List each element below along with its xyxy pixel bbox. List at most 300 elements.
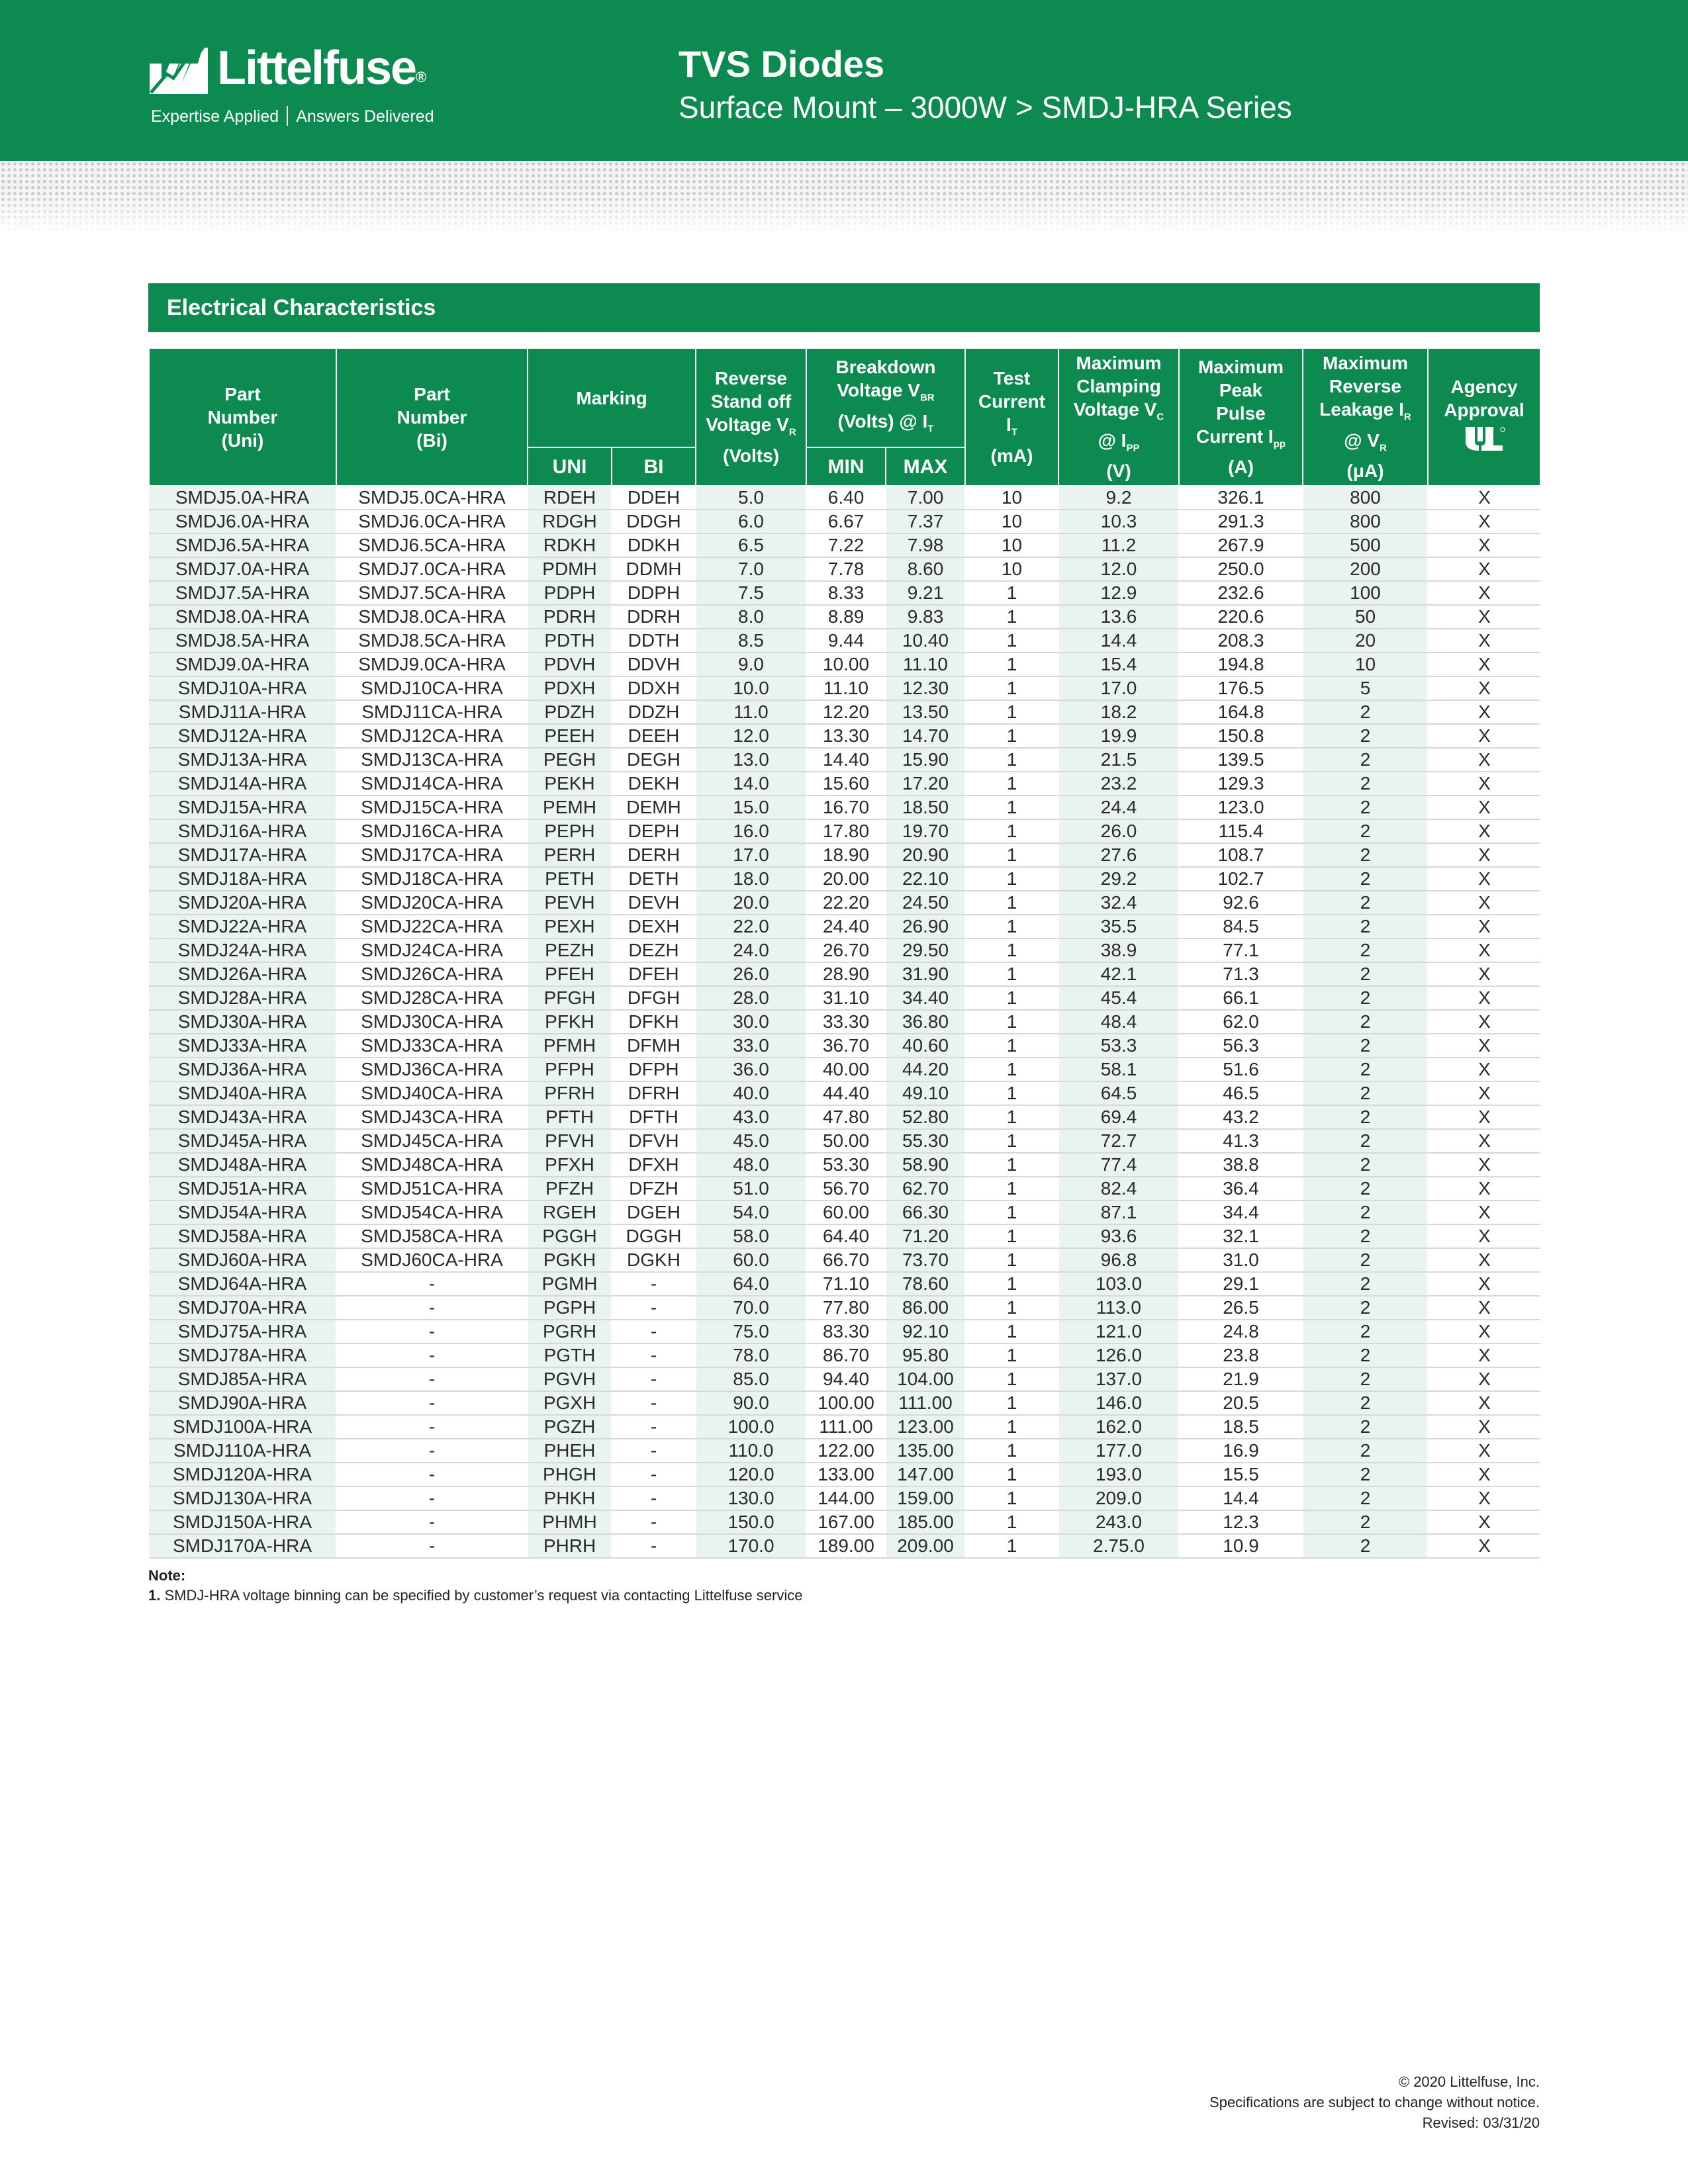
table-cell: 1 <box>965 724 1058 748</box>
table-cell: 1 <box>965 986 1058 1010</box>
table-cell: 46.5 <box>1179 1081 1303 1105</box>
table-cell: X <box>1428 653 1540 676</box>
table-cell: SMDJ33A-HRA <box>149 1034 336 1058</box>
table-cell: 22.10 <box>886 867 965 891</box>
table-cell: 26.0 <box>1058 819 1179 843</box>
table-cell: DFKH <box>612 1010 696 1034</box>
table-cell: 1 <box>965 700 1058 724</box>
table-cell: 45.4 <box>1058 986 1179 1010</box>
table-cell: X <box>1428 1320 1540 1343</box>
table-cell: DEEH <box>612 724 696 748</box>
table-cell: SMDJ14A-HRA <box>149 772 336 796</box>
table-cell: 78.0 <box>696 1343 806 1367</box>
table-cell: PFPH <box>528 1058 612 1081</box>
table-cell: DDTH <box>612 629 696 653</box>
table-cell: 2 <box>1303 724 1428 748</box>
table-cell: 15.90 <box>886 748 965 772</box>
table-row <box>149 724 1540 748</box>
table-row <box>149 1510 1540 1534</box>
table-row <box>149 1272 1540 1296</box>
table-cell: 2 <box>1303 748 1428 772</box>
table-cell: 110.0 <box>696 1439 806 1463</box>
table-cell: - <box>336 1367 528 1391</box>
table-row <box>149 1105 1540 1129</box>
table-cell: SMDJ12A-HRA <box>149 724 336 748</box>
table-cell: 8.60 <box>886 557 965 581</box>
table-cell: 56.70 <box>806 1177 886 1201</box>
table-cell: 100.0 <box>696 1415 806 1439</box>
table-cell: 1 <box>965 1415 1058 1439</box>
table-cell: 75.0 <box>696 1320 806 1343</box>
table-cell: 209.0 <box>1058 1486 1179 1510</box>
table-cell: 19.70 <box>886 819 965 843</box>
table-cell: 10 <box>965 533 1058 557</box>
table-cell: X <box>1428 1439 1540 1463</box>
table-body <box>149 486 1540 1558</box>
table-cell: 1 <box>965 1105 1058 1129</box>
table-cell: SMDJ40A-HRA <box>149 1081 336 1105</box>
table-cell: 162.0 <box>1058 1415 1179 1439</box>
table-cell: PGMH <box>528 1272 612 1296</box>
table-cell: 1 <box>965 1367 1058 1391</box>
table-cell: DDEH <box>612 486 696 510</box>
table-cell: 44.20 <box>886 1058 965 1081</box>
table-cell: X <box>1428 1272 1540 1296</box>
table-cell: 137.0 <box>1058 1367 1179 1391</box>
table-cell: 53.3 <box>1058 1034 1179 1058</box>
table-cell: PDMH <box>528 557 612 581</box>
table-cell: - <box>612 1343 696 1367</box>
table-cell: - <box>612 1367 696 1391</box>
table-cell: 150.8 <box>1179 724 1303 748</box>
table-cell: PFKH <box>528 1010 612 1034</box>
table-cell: DERH <box>612 843 696 867</box>
table-cell: 40.00 <box>806 1058 886 1081</box>
note-title: Note: <box>148 1567 186 1584</box>
table-cell: PEVH <box>528 891 612 915</box>
table-cell: RDEH <box>528 486 612 510</box>
brand-tagline <box>151 106 434 126</box>
table-cell: X <box>1428 819 1540 843</box>
table-cell: 51.6 <box>1179 1058 1303 1081</box>
table-cell: 1 <box>965 1296 1058 1320</box>
table-cell: X <box>1428 1129 1540 1153</box>
table-cell: PDTH <box>528 629 612 653</box>
table-cell: 33.0 <box>696 1034 806 1058</box>
table-cell: 87.1 <box>1058 1201 1179 1224</box>
table-cell: 34.40 <box>886 986 965 1010</box>
table-cell: SMDJ7.0A-HRA <box>149 557 336 581</box>
table-cell: 78.60 <box>886 1272 965 1296</box>
table-cell: 2 <box>1303 819 1428 843</box>
table-cell: PEXH <box>528 915 612 938</box>
table-cell: PGPH <box>528 1296 612 1320</box>
table-cell: 800 <box>1303 486 1428 510</box>
table-cell: 54.0 <box>696 1201 806 1224</box>
table-cell: 20.5 <box>1179 1391 1303 1415</box>
table-cell: 9.83 <box>886 605 965 629</box>
table-cell: PDRH <box>528 605 612 629</box>
table-cell: - <box>612 1296 696 1320</box>
table-cell: SMDJ150A-HRA <box>149 1510 336 1534</box>
table-row <box>149 1153 1540 1177</box>
table-cell: 13.30 <box>806 724 886 748</box>
table-cell: 2 <box>1303 700 1428 724</box>
table-cell: PEZH <box>528 938 612 962</box>
table-cell: SMDJ30CA-HRA <box>336 1010 528 1034</box>
table-cell: 7.5 <box>696 581 806 605</box>
table-cell: SMDJ11A-HRA <box>149 700 336 724</box>
table-cell: X <box>1428 1296 1540 1320</box>
table-cell: X <box>1428 748 1540 772</box>
table-cell: 45.0 <box>696 1129 806 1153</box>
table-cell: 2 <box>1303 1081 1428 1105</box>
table-cell: 177.0 <box>1058 1439 1179 1463</box>
table-cell: 40.0 <box>696 1081 806 1105</box>
table-cell: 6.40 <box>806 486 886 510</box>
table-cell: X <box>1428 1415 1540 1439</box>
table-cell: SMDJ5.0A-HRA <box>149 486 336 510</box>
table-cell: DFPH <box>612 1058 696 1081</box>
table-cell: 1 <box>965 1177 1058 1201</box>
table-cell: X <box>1428 867 1540 891</box>
table-cell: X <box>1428 843 1540 867</box>
table-cell: 10 <box>965 557 1058 581</box>
table-row <box>149 796 1540 819</box>
littelfuse-logo[interactable] <box>147 32 451 138</box>
table-cell: DDVH <box>612 653 696 676</box>
table-cell: 10.0 <box>696 676 806 700</box>
table-cell: 2 <box>1303 1272 1428 1296</box>
table-cell: 194.8 <box>1179 653 1303 676</box>
table-cell: 209.00 <box>886 1534 965 1558</box>
table-cell: DFGH <box>612 986 696 1010</box>
table-cell: X <box>1428 1058 1540 1081</box>
table-cell: PGRH <box>528 1320 612 1343</box>
table-cell: 18.0 <box>696 867 806 891</box>
table-cell: 1 <box>965 1153 1058 1177</box>
table-cell: 11.2 <box>1058 533 1179 557</box>
table-cell: 92.10 <box>886 1320 965 1343</box>
table-cell: 2 <box>1303 1296 1428 1320</box>
table-cell: 7.37 <box>886 510 965 533</box>
tagline-right: Answers Delivered <box>296 107 434 126</box>
table-cell: 18.2 <box>1058 700 1179 724</box>
table-cell: 71.3 <box>1179 962 1303 986</box>
table-cell: 36.0 <box>696 1058 806 1081</box>
table-cell: SMDJ26CA-HRA <box>336 962 528 986</box>
table-cell: 85.0 <box>696 1367 806 1391</box>
table-cell: 1 <box>965 1510 1058 1534</box>
table-cell: DEVH <box>612 891 696 915</box>
table-cell: SMDJ45A-HRA <box>149 1129 336 1153</box>
table-cell: 43.2 <box>1179 1105 1303 1129</box>
table-row <box>149 1081 1540 1105</box>
table-cell: 115.4 <box>1179 819 1303 843</box>
table-cell: PDVH <box>528 653 612 676</box>
table-cell: 23.2 <box>1058 772 1179 796</box>
table-cell: SMDJ28CA-HRA <box>336 986 528 1010</box>
table-cell: DFMH <box>612 1034 696 1058</box>
table-cell: 50 <box>1303 605 1428 629</box>
table-cell: SMDJ6.0A-HRA <box>149 510 336 533</box>
table-cell: 1 <box>965 1129 1058 1153</box>
table-cell: 1 <box>965 629 1058 653</box>
table-cell: 220.6 <box>1179 605 1303 629</box>
table-cell: 7.98 <box>886 533 965 557</box>
table-cell: 14.4 <box>1058 629 1179 653</box>
table-cell: 77.1 <box>1179 938 1303 962</box>
table-cell: 10 <box>965 486 1058 510</box>
table-cell: 16.70 <box>806 796 886 819</box>
table-cell: 36.70 <box>806 1034 886 1058</box>
table-cell: 66.70 <box>806 1248 886 1272</box>
table-cell: - <box>336 1534 528 1558</box>
table-cell: PEGH <box>528 748 612 772</box>
table-cell: 29.2 <box>1058 867 1179 891</box>
table-cell: PGTH <box>528 1343 612 1367</box>
table-cell: SMDJ58A-HRA <box>149 1224 336 1248</box>
table-cell: SMDJ8.5A-HRA <box>149 629 336 653</box>
table-cell: 20 <box>1303 629 1428 653</box>
table-cell: 7.0 <box>696 557 806 581</box>
table-cell: SMDJ7.5A-HRA <box>149 581 336 605</box>
table-cell: SMDJ20A-HRA <box>149 891 336 915</box>
table-cell: PHMH <box>528 1510 612 1534</box>
table-cell: 60.00 <box>806 1201 886 1224</box>
table-cell: 84.5 <box>1179 915 1303 938</box>
table-cell: 164.8 <box>1179 700 1303 724</box>
table-cell: 130.0 <box>696 1486 806 1510</box>
table-cell: 291.3 <box>1179 510 1303 533</box>
table-cell: X <box>1428 581 1540 605</box>
table-cell: SMDJ54A-HRA <box>149 1201 336 1224</box>
table-cell: - <box>612 1320 696 1343</box>
table-cell: 9.21 <box>886 581 965 605</box>
table-cell: SMDJ11CA-HRA <box>336 700 528 724</box>
table-cell: 104.00 <box>886 1367 965 1391</box>
table-cell: - <box>336 1415 528 1439</box>
table-cell: 121.0 <box>1058 1320 1179 1343</box>
header-breakdown-min: MIN <box>806 447 886 486</box>
table-cell: SMDJ100A-HRA <box>149 1415 336 1439</box>
table-cell: 11.10 <box>806 676 886 700</box>
table-cell: 1 <box>965 867 1058 891</box>
table-cell: SMDJ26A-HRA <box>149 962 336 986</box>
table-cell: 120.0 <box>696 1463 806 1486</box>
table-cell: 40.60 <box>886 1034 965 1058</box>
table-cell: PHGH <box>528 1463 612 1486</box>
table-cell: X <box>1428 1201 1540 1224</box>
table-cell: PETH <box>528 867 612 891</box>
table-cell: X <box>1428 1224 1540 1248</box>
header-marking-uni: UNI <box>528 447 612 486</box>
table-cell: PFZH <box>528 1177 612 1201</box>
table-cell: 7.22 <box>806 533 886 557</box>
table-cell: 100 <box>1303 581 1428 605</box>
table-cell: 14.4 <box>1179 1486 1303 1510</box>
table-cell: 2 <box>1303 772 1428 796</box>
table-cell: 17.80 <box>806 819 886 843</box>
table-cell: - <box>336 1391 528 1415</box>
table-cell: SMDJ10A-HRA <box>149 676 336 700</box>
table-cell: 103.0 <box>1058 1272 1179 1296</box>
table-cell: SMDJ58CA-HRA <box>336 1224 528 1248</box>
table-cell: - <box>336 1296 528 1320</box>
table-cell: 1 <box>965 915 1058 938</box>
table-cell: 95.80 <box>886 1343 965 1367</box>
table-row <box>149 1439 1540 1463</box>
table-cell: 12.20 <box>806 700 886 724</box>
table-cell: 250.0 <box>1179 557 1303 581</box>
table-cell: 2 <box>1303 1486 1428 1510</box>
table-cell: DGEH <box>612 1201 696 1224</box>
table-cell: SMDJ6.5A-HRA <box>149 533 336 557</box>
table-cell: - <box>336 1272 528 1296</box>
table-cell: 111.00 <box>806 1415 886 1439</box>
table-cell: 12.0 <box>1058 557 1179 581</box>
table-cell: - <box>336 1343 528 1367</box>
table-cell: X <box>1428 1105 1540 1129</box>
table-cell: - <box>612 1439 696 1463</box>
table-cell: SMDJ120A-HRA <box>149 1463 336 1486</box>
table-cell: 10 <box>965 510 1058 533</box>
table-cell: 86.70 <box>806 1343 886 1367</box>
table-cell: SMDJ43A-HRA <box>149 1105 336 1129</box>
table-cell: PEPH <box>528 819 612 843</box>
table-cell: 129.3 <box>1179 772 1303 796</box>
table-cell: DEGH <box>612 748 696 772</box>
table-cell: X <box>1428 724 1540 748</box>
table-cell: 2 <box>1303 1391 1428 1415</box>
table-row <box>149 891 1540 915</box>
table-cell: 26.0 <box>696 962 806 986</box>
table-cell: X <box>1428 1081 1540 1105</box>
table-cell: 18.5 <box>1179 1415 1303 1439</box>
table-cell: 1 <box>965 676 1058 700</box>
table-cell: PGGH <box>528 1224 612 1248</box>
table-cell: SMDJ10CA-HRA <box>336 676 528 700</box>
table-cell: 2 <box>1303 1415 1428 1439</box>
tagline-left: Expertise Applied <box>151 107 279 126</box>
table-cell: 111.00 <box>886 1391 965 1415</box>
table-cell: 2 <box>1303 1105 1428 1129</box>
table-cell: 93.6 <box>1058 1224 1179 1248</box>
table-cell: 1 <box>965 1224 1058 1248</box>
table-cell: 1 <box>965 1081 1058 1105</box>
table-cell: 1 <box>965 1343 1058 1367</box>
table-cell: 2 <box>1303 1058 1428 1081</box>
table-cell: SMDJ85A-HRA <box>149 1367 336 1391</box>
table-cell: SMDJ5.0CA-HRA <box>336 486 528 510</box>
table-cell: 66.1 <box>1179 986 1303 1010</box>
header-breakdown-voltage: Breakdown Voltage $V_{BR}$ (Volts) @ $I_T$ <box>806 349 965 447</box>
table-cell: 15.0 <box>696 796 806 819</box>
table-cell: DFVH <box>612 1129 696 1153</box>
table-cell: 2 <box>1303 796 1428 819</box>
table-cell: SMDJ17CA-HRA <box>336 843 528 867</box>
table-cell: PFRH <box>528 1081 612 1105</box>
table-cell: - <box>336 1486 528 1510</box>
header-marking-bi: BI <box>612 447 696 486</box>
table-cell: 20.90 <box>886 843 965 867</box>
table-cell: PFMH <box>528 1034 612 1058</box>
table-row <box>149 557 1540 581</box>
table-cell: 1 <box>965 748 1058 772</box>
table-row <box>149 1343 1540 1367</box>
table-row <box>149 1129 1540 1153</box>
table-cell: 1 <box>965 1486 1058 1510</box>
table-cell: X <box>1428 1177 1540 1201</box>
table-cell: X <box>1428 629 1540 653</box>
table-cell: 126.0 <box>1058 1343 1179 1367</box>
table-cell: SMDJ9.0A-HRA <box>149 653 336 676</box>
table-cell: 12.0 <box>696 724 806 748</box>
table-cell: 326.1 <box>1179 486 1303 510</box>
table-cell: 42.1 <box>1058 962 1179 986</box>
table-cell: X <box>1428 1486 1540 1510</box>
table-cell: 24.0 <box>696 938 806 962</box>
table-cell: 90.0 <box>696 1391 806 1415</box>
header-part-uni: Part Number (Uni) <box>149 349 336 486</box>
table-cell: 232.6 <box>1179 581 1303 605</box>
table-cell: 2 <box>1303 1153 1428 1177</box>
table-cell: 64.0 <box>696 1272 806 1296</box>
table-cell: - <box>336 1320 528 1343</box>
table-cell: 21.5 <box>1058 748 1179 772</box>
table-cell: 1 <box>965 605 1058 629</box>
table-cell: 146.0 <box>1058 1391 1179 1415</box>
table-cell: - <box>336 1439 528 1463</box>
table-cell: SMDJ48A-HRA <box>149 1153 336 1177</box>
table-cell: 8.89 <box>806 605 886 629</box>
table-cell: 243.0 <box>1058 1510 1179 1534</box>
table-cell: 1 <box>965 1034 1058 1058</box>
dot-pattern-band <box>0 161 1688 234</box>
table-cell: 1 <box>965 1201 1058 1224</box>
table-cell: 2 <box>1303 1010 1428 1034</box>
table-cell: DEPH <box>612 819 696 843</box>
table-cell: PHRH <box>528 1534 612 1558</box>
table-cell: DFEH <box>612 962 696 986</box>
table-cell: 77.4 <box>1058 1153 1179 1177</box>
table-cell: SMDJ13A-HRA <box>149 748 336 772</box>
table-row <box>149 676 1540 700</box>
table-cell: 38.9 <box>1058 938 1179 962</box>
table-cell: X <box>1428 557 1540 581</box>
table-cell: PEKH <box>528 772 612 796</box>
table-cell: X <box>1428 510 1540 533</box>
table-cell: SMDJ64A-HRA <box>149 1272 336 1296</box>
table-cell: SMDJ170A-HRA <box>149 1534 336 1558</box>
table-cell: SMDJ24A-HRA <box>149 938 336 962</box>
table-cell: X <box>1428 1463 1540 1486</box>
table-cell: SMDJ33CA-HRA <box>336 1034 528 1058</box>
table-cell: SMDJ18CA-HRA <box>336 867 528 891</box>
table-cell: SMDJ20CA-HRA <box>336 891 528 915</box>
table-cell: 10.9 <box>1179 1534 1303 1558</box>
table-cell: 1 <box>965 1058 1058 1081</box>
table-cell: 60.0 <box>696 1248 806 1272</box>
table-cell: 64.40 <box>806 1224 886 1248</box>
table-cell: 189.00 <box>806 1534 886 1558</box>
table-cell: SMDJ60A-HRA <box>149 1248 336 1272</box>
table-row <box>149 1367 1540 1391</box>
table-row <box>149 1486 1540 1510</box>
table-cell: DDZH <box>612 700 696 724</box>
table-cell: DFRH <box>612 1081 696 1105</box>
table-cell: 12.3 <box>1179 1510 1303 1534</box>
